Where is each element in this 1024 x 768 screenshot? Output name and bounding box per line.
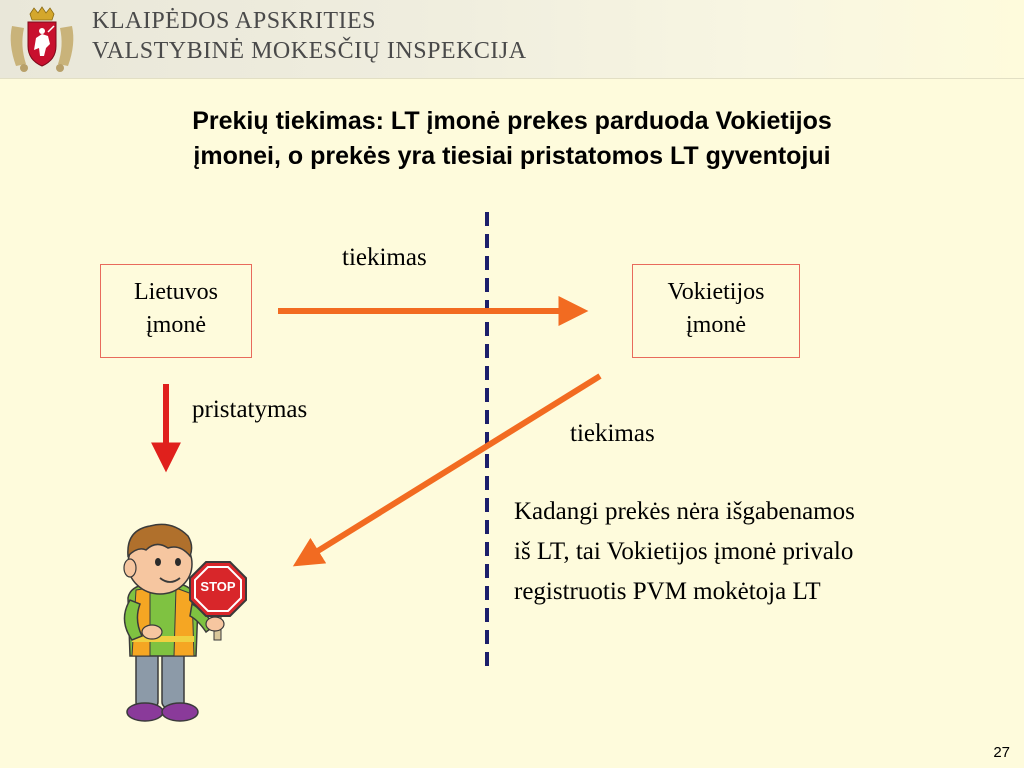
stop-sign-text: STOP [200,579,236,594]
node-lithuanian-company-line-2: įmonė [146,312,206,338]
node-german-company-line-2: įmonė [686,312,746,338]
edge-label-supply-diagonal: tiekimas [570,420,655,447]
node-german-company-line-1: Vokietijos [667,279,765,305]
explanation-note-line-1: Kadangi prekės nėra išgabenamos [514,498,855,525]
edge-label-delivery: pristatymas [192,396,308,423]
node-lithuanian-company [100,264,252,358]
slide-title-line-2: įmonei, o prekės yra tiesiai pristatomos LT gyventojui [193,142,831,170]
node-lithuanian-company-line-1: Lietuvos [134,279,218,305]
node-german-company [632,264,800,358]
explanation-note-line-3: registruotis PVM mokėtoja LT [514,578,821,605]
org-name-line-1: KLAIPĖDOS APSKRITIES [92,8,377,34]
explanation-note [514,492,994,612]
page-number: 27 [993,744,1010,761]
edge-label-supply-top: tiekimas [342,244,427,271]
explanation-note-line-2: iš LT, tai Vokietijos įmonė privalo [514,538,854,565]
slide-title-line-1: Prekių tiekimas: LT įmonė prekes parduoda Vokietijos [192,107,832,135]
org-name-line-2: VALSTYBINĖ MOKESČIŲ INSPEKCIJA [92,38,527,64]
customer-boy-illustration [124,524,246,721]
